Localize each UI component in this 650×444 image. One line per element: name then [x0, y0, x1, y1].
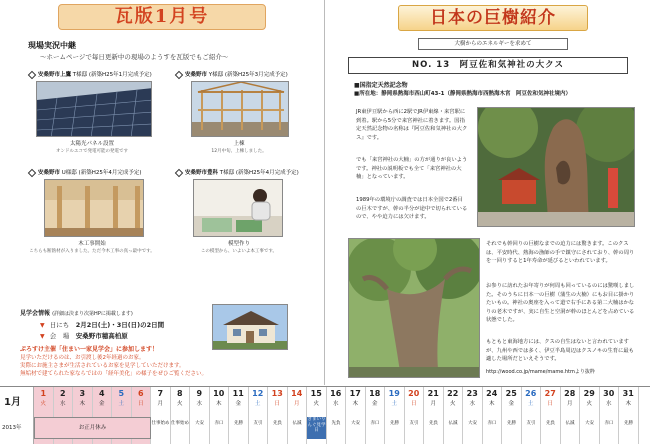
- day-number: 20: [408, 389, 420, 398]
- day-number: 22: [447, 389, 459, 398]
- calendar-day: [424, 387, 444, 444]
- calendar-day: [327, 387, 347, 444]
- calendar-strip: [0, 386, 650, 444]
- site-type: U様邸: [61, 170, 77, 176]
- triangle-icon: ▼: [40, 322, 45, 329]
- day-weekday: 木: [79, 401, 85, 407]
- calendar-day: [288, 387, 308, 444]
- calendar-month: 1月: [4, 397, 21, 408]
- day-weekday: 金: [508, 401, 514, 407]
- day-weekday: 日: [137, 401, 144, 407]
- day-weekday: 木: [625, 401, 631, 407]
- calendar-day: [346, 387, 366, 444]
- day-event: 先勝: [507, 421, 516, 426]
- framing-photo: [191, 81, 289, 137]
- day-weekday: 土: [527, 401, 534, 407]
- day-event: 先負: [429, 421, 438, 426]
- site-name: 安桑野市豊科: [185, 170, 219, 176]
- calendar-day: [600, 387, 620, 444]
- day-weekday: 日: [410, 401, 417, 407]
- day-number: 26: [525, 389, 537, 398]
- day-number: 8: [176, 389, 183, 398]
- left-page: [0, 0, 325, 385]
- day-event: 赤口: [604, 421, 614, 426]
- photo-caption: 木工事開始: [78, 241, 106, 247]
- site-type: T様邸: [219, 170, 235, 176]
- diamond-icon: [175, 168, 183, 176]
- day-weekday: 水: [59, 401, 66, 407]
- day-number: 16: [330, 389, 342, 398]
- site-card-4: [175, 168, 303, 254]
- photo-caption: 模型作り: [227, 241, 250, 247]
- day-event: 友引: [526, 421, 536, 426]
- day-number: 27: [544, 389, 556, 398]
- triangle-icon: ▼: [40, 333, 45, 340]
- house-photo: [212, 304, 288, 350]
- model-making-photo: [193, 179, 283, 237]
- day-number: 15: [310, 389, 322, 398]
- diamond-icon: [175, 70, 183, 78]
- day-number: 18: [369, 389, 381, 398]
- day-weekday: 月: [566, 401, 573, 407]
- calendar-day: [268, 387, 288, 444]
- calendar-day: [366, 387, 386, 444]
- site-name: 安桑野市: [185, 72, 208, 78]
- day-weekday: 火: [313, 401, 319, 407]
- day-weekday: 火: [176, 401, 183, 407]
- day-event: 仕事始め: [171, 421, 189, 426]
- day-number: 9: [196, 389, 203, 398]
- day-event: 先負: [331, 421, 341, 426]
- day-number: 11: [232, 389, 244, 398]
- calendar-day: [151, 387, 171, 444]
- paragraph-3: 1989年の環境庁の調査では日本全国で2番目の巨木ですが、幹の半分が途中で切られているので、やや迫力には欠けます。: [356, 197, 468, 221]
- day-event: 大安: [351, 421, 360, 426]
- calendar-day: [580, 387, 600, 444]
- visit-place-value: 安桑野市穂高柏原: [75, 332, 128, 340]
- day-weekday: 火: [586, 401, 592, 407]
- photo-note: 12月中旬、上棟しました。: [211, 149, 267, 154]
- day-event: 先勝: [390, 421, 399, 426]
- day-event: 友引: [253, 421, 263, 426]
- visit-announcement: ぷろすけ主催「住まい一家見学会」に参加します！: [20, 346, 159, 353]
- day-number: 24: [486, 389, 498, 398]
- day-event: 先負: [546, 421, 555, 426]
- calendar-day: [405, 387, 425, 444]
- day-number: 29: [583, 389, 595, 398]
- day-weekday: 月: [293, 401, 300, 407]
- calendar-day: [463, 387, 483, 444]
- day-weekday: 水: [605, 401, 612, 407]
- day-weekday: 土: [118, 401, 124, 407]
- diamond-icon: [28, 168, 36, 176]
- site-date: (新築H25年3月完成予定): [224, 72, 288, 78]
- day-number: 3: [79, 389, 86, 398]
- day-weekday: 金: [98, 401, 105, 407]
- paragraph-6: もともと東海地方には、クスの自生はないと言われていますが、九州や西では多く、伊豆半島周辺はクスノキの生育に最も適した場所だといえそうです。: [486, 339, 634, 363]
- site-date: (新築H25年4月完成予定): [235, 170, 299, 176]
- visit-note-1: 見学いただけるのは、お引渡し後2年経過のお家。: [20, 355, 145, 361]
- day-event: 仏滅: [565, 421, 575, 426]
- day-weekday: 金: [235, 401, 241, 407]
- day-event: 仏滅: [448, 421, 458, 426]
- calendar-day: [444, 387, 464, 444]
- day-event: 大安: [195, 421, 204, 426]
- tree-subtitle: 大樹からのエネルギーを求めて: [418, 38, 568, 50]
- day-weekday: 木: [488, 401, 495, 407]
- visit-title: [20, 308, 133, 317]
- photo-note: こちらも断熱材が入りました。ただ今木工事の真っ最中です。: [29, 249, 155, 254]
- day-weekday: 日: [274, 401, 280, 407]
- day-event: きまいりんぐ見学日: [307, 417, 326, 439]
- day-number: 14: [291, 389, 303, 398]
- calendar-day: [522, 387, 542, 444]
- day-weekday: 水: [332, 401, 339, 407]
- day-weekday: 水: [469, 401, 475, 407]
- calendar-day: [229, 387, 249, 444]
- calendar-label: [0, 387, 34, 444]
- day-weekday: 火: [449, 401, 456, 407]
- woodwork-photo: [44, 179, 144, 237]
- day-weekday: 木: [352, 401, 358, 407]
- site-name: 安桑野市: [38, 170, 61, 176]
- day-number: 12: [252, 389, 264, 398]
- day-number: 19: [388, 389, 400, 398]
- photo-note: オンドルエコで発電可能の発電です: [56, 149, 128, 154]
- photo-caption: 太陽光パネル設置: [69, 141, 114, 147]
- day-event: 大安: [585, 421, 594, 426]
- giant-camphor-photo: [348, 238, 480, 378]
- day-number: 31: [622, 389, 634, 398]
- visit-date-row: [40, 320, 164, 329]
- site-date: (新築H25年4月完成予定): [78, 170, 142, 176]
- day-event: 大安: [468, 421, 477, 426]
- tree-number-title: NO. 13 阿豆佐和気神社の大クス: [348, 57, 628, 74]
- day-weekday: 月: [430, 401, 436, 407]
- day-weekday: 金: [371, 401, 378, 407]
- day-number: 6: [137, 389, 144, 398]
- calendar-day: [385, 387, 405, 444]
- day-weekday: 土: [254, 401, 261, 407]
- day-weekday: 土: [391, 401, 397, 407]
- day-weekday: 月: [157, 401, 163, 407]
- photo-note: この模型から、いよいよ本工事です。: [200, 249, 278, 254]
- calendar-day: [561, 387, 581, 444]
- day-event: 先勝: [624, 421, 633, 426]
- day-event: 赤口: [214, 421, 224, 426]
- day-weekday: 木: [215, 401, 222, 407]
- day-number: 28: [564, 389, 576, 398]
- day-number: 30: [603, 389, 615, 398]
- day-number: 23: [466, 389, 478, 398]
- address: ■所在地：静岡県熱海市西山町43-1（静岡県熱海市西熱海木宮 阿豆佐和気神社境内）: [354, 91, 571, 97]
- day-weekday: 水: [196, 401, 202, 407]
- day-number: 4: [98, 389, 105, 398]
- day-number: 25: [505, 389, 517, 398]
- day-number: 2: [59, 389, 66, 398]
- day-number: 5: [118, 389, 125, 398]
- visit-date-label: 日にち: [49, 321, 70, 329]
- calendar-day: [619, 387, 639, 444]
- day-number: 10: [213, 389, 225, 398]
- day-event: 仕事始め: [151, 421, 170, 426]
- day-number: 17: [349, 389, 361, 398]
- designation: ■国指定天然記念物: [354, 82, 408, 89]
- section-subtitle: 〜ホームページで毎日更新中の現場のようすを瓦版でもご紹介〜: [40, 53, 229, 61]
- section-title: 現場実況中継: [28, 41, 76, 50]
- calendar-day: [210, 387, 230, 444]
- day-event: 先勝: [234, 421, 243, 426]
- visit-place-label: 会 場: [49, 332, 70, 340]
- day-weekday: 日: [547, 401, 553, 407]
- calendar-day: [190, 387, 210, 444]
- visit-heading: 見学会情報: [20, 310, 51, 317]
- solar-panel-photo: [36, 81, 152, 137]
- visit-note-2: 実際にお施主さまが生活されているお家を見学していただけます。: [20, 363, 185, 369]
- paragraph-2: でも「来宮神社の大楠」の方が通りが良いようです。神社の説明板でも全て「来宮神社の大楠」となっています。: [356, 157, 468, 181]
- shrine-camphor-photo: [477, 107, 635, 227]
- visit-date-value: 2月2日(土)・3日(日)の2日間: [75, 321, 165, 329]
- right-page: [326, 0, 650, 385]
- calendar-day: [483, 387, 503, 444]
- paragraph-4: それでも幹回りの巨樹なまでの迫力には驚きます。このクスは、平安時代、熱海の漁師の手で鎮守にされており、幹の周りを一回りすると1年寿命が延びるといわれています。: [486, 241, 635, 265]
- source-url[interactable]: http://wood.co.jp/mame/mame.htmより抜粋: [486, 369, 595, 375]
- visit-place-row: [40, 331, 128, 340]
- day-event: 友引: [409, 421, 419, 426]
- day-number: 13: [271, 389, 283, 398]
- calendar-day: [307, 387, 327, 444]
- day-event: 先負: [273, 421, 282, 426]
- paragraph-1: JR東伊豆駅から西に2駅でJR伊東線・来宮駅に到着。駅から5分で来宮神社に着きます。国指定天然記念物の名称は『阿豆佐和気神社の大クス』です。: [356, 109, 468, 141]
- site-date: (新築H25年1月完成予定): [88, 72, 152, 78]
- site-type: T様邸: [72, 72, 88, 78]
- day-number: 1: [40, 389, 47, 398]
- calendar-day: [171, 387, 191, 444]
- calendar-day: [541, 387, 561, 444]
- diamond-icon: [28, 70, 36, 78]
- day-event: 仏滅: [292, 421, 302, 426]
- visit-note-3: 無垢材で建てられた家ならではの「経年美化」の様子をぜひご覧ください。: [20, 371, 207, 377]
- day-number: 21: [427, 389, 439, 398]
- day-number: 7: [157, 389, 164, 398]
- photo-caption: 上棟: [233, 141, 245, 147]
- site-card-3: [28, 168, 156, 254]
- site-card-2: [175, 70, 303, 154]
- calendar-day: [249, 387, 269, 444]
- giant-tree-banner: 日本の巨樹紹介: [398, 5, 588, 31]
- site-card-1: [28, 70, 156, 154]
- calendar-year: 2013年: [2, 425, 22, 431]
- visit-title-note: (詳細は決まり次第HPに掲載します): [52, 311, 133, 317]
- day-event: 赤口: [487, 421, 497, 426]
- newsletter-banner: 瓦版1月号: [58, 4, 266, 30]
- calendar-day: [502, 387, 522, 444]
- day-weekday: 火: [40, 401, 46, 407]
- new-year-holiday: お正月休み: [34, 417, 151, 439]
- site-type: Y様邸: [208, 72, 224, 78]
- day-event: 赤口: [370, 421, 380, 426]
- site-name: 安桑野市上鷹: [38, 72, 72, 78]
- paragraph-5: お参りに訪れたお年寄りが何周も回っているのには驚嘆しました。そのうちに日本一の巨樹（蒲生の大楠）にもお目に掛かりたいもの。神社の奥座を入って道で右手にある第二大楠はかなりの老木ですが、実に自生と空洞が幹のほとんどを占めている状態でした。: [486, 283, 635, 324]
